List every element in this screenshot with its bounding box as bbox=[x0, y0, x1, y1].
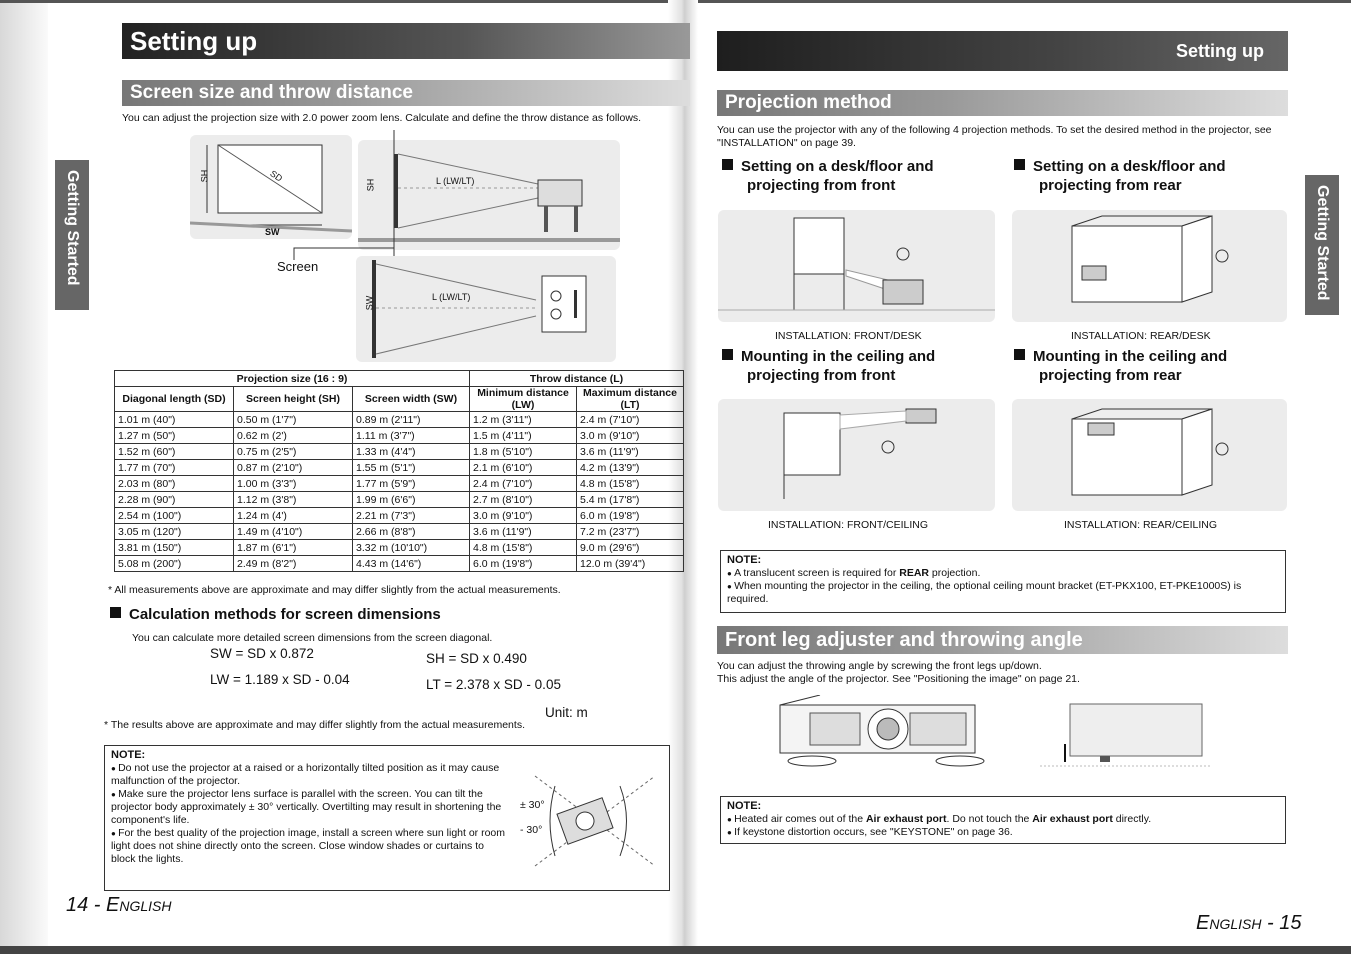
right-page-number: - 15 bbox=[1261, 912, 1302, 934]
method-title-line: Setting on a desk/floor and bbox=[741, 158, 934, 175]
table-cell: 3.6 m (11'9") bbox=[577, 444, 684, 460]
caption-rear-ceiling: INSTALLATION: REAR/CEILING bbox=[1064, 519, 1218, 531]
calc-intro: You can calculate more detailed screen dimensions from the screen diagonal. bbox=[132, 632, 493, 644]
right-header-bar bbox=[717, 31, 1288, 71]
calc-heading bbox=[110, 605, 441, 624]
table-cell: 2.4 m (7'10") bbox=[470, 476, 577, 492]
col-diagonal: Diagonal length (SD) bbox=[115, 387, 234, 412]
intro-text: You can adjust the projection size with 2.0 power zoom lens. Calculate and define the throw distance as follows. bbox=[122, 112, 642, 124]
table-row bbox=[115, 508, 684, 524]
unit-label: Unit: m bbox=[545, 705, 588, 720]
table-cell: 2.28 m (90") bbox=[115, 492, 234, 508]
caption-front-ceiling: INSTALLATION: FRONT/CEILING bbox=[768, 519, 929, 531]
table-cell: 1.33 m (4'4") bbox=[353, 444, 470, 460]
label-sw: SW bbox=[265, 227, 280, 237]
table-cell: 1.87 m (6'1") bbox=[234, 540, 353, 556]
left-page-footer bbox=[66, 894, 172, 917]
top-label-l: L (LW/LT) bbox=[432, 292, 471, 302]
note-item: ● A translucent screen is required for REAR projection. bbox=[727, 567, 1279, 580]
screen-diagram-figure bbox=[190, 135, 352, 239]
section-title-front-leg bbox=[717, 626, 1288, 654]
bullet-square-icon bbox=[110, 607, 121, 618]
table-cell: 2.66 m (8'8") bbox=[353, 524, 470, 540]
table-cell: 1.49 m (4'10") bbox=[234, 524, 353, 540]
table-cell: 6.0 m (19'8") bbox=[470, 556, 577, 572]
front-leg-intro-1: You can adjust the throwing angle by screwing the front legs up/down. bbox=[717, 660, 1042, 672]
formula-lt: LT = 2.378 x SD - 0.05 bbox=[426, 677, 561, 692]
method-title-line: Mounting in the ceiling and bbox=[741, 348, 936, 365]
table-cell: 1.00 m (3'3") bbox=[234, 476, 353, 492]
projection-size-table bbox=[114, 370, 684, 572]
table-cell: 4.8 m (15'8") bbox=[470, 540, 577, 556]
table-cell: 7.2 m (23'7") bbox=[577, 524, 684, 540]
table-cell: 5.4 m (17'8") bbox=[577, 492, 684, 508]
table-cell: 9.0 m (29'6") bbox=[577, 540, 684, 556]
tilt-minus-label: - 30° bbox=[520, 824, 543, 836]
left-header-bar bbox=[122, 23, 690, 59]
note-title: NOTE: bbox=[111, 749, 146, 761]
table-cell: 4.43 m (14'6") bbox=[353, 556, 470, 572]
rear-desk-illustration bbox=[1012, 210, 1287, 322]
table-cell: 1.2 m (3'11") bbox=[470, 412, 577, 428]
front-desk-svg bbox=[718, 210, 995, 322]
left-side-tab[interactable] bbox=[55, 160, 89, 310]
table-cell: 2.21 m (7'3") bbox=[353, 508, 470, 524]
note-item: ● For the best quality of the projection image, install a screen where sun light or room light does not shine directly onto the screen. Close window shades or curtains to block the lights. bbox=[111, 827, 511, 866]
left-page-number: 14 - bbox=[66, 894, 107, 916]
table-group-projection: Projection size (16 : 9) bbox=[115, 371, 470, 387]
table-row bbox=[115, 492, 684, 508]
left-footer-lang: English bbox=[106, 894, 172, 916]
table-cell: 3.32 m (10'10") bbox=[353, 540, 470, 556]
projection-intro: You can use the projector with any of the following 4 projection methods. To set the desired method in the projector, see "INSTALLATION" on page 39. bbox=[717, 124, 1272, 149]
table-cell: 3.0 m (9'10") bbox=[577, 428, 684, 444]
section-title-text: Front leg adjuster and throwing angle bbox=[725, 629, 1083, 651]
method-title-line: projecting from front bbox=[747, 177, 896, 194]
right-note-box-2 bbox=[720, 796, 1286, 844]
table-cell: 0.89 m (2'11") bbox=[353, 412, 470, 428]
table-cell: 3.81 m (150") bbox=[115, 540, 234, 556]
table-cell: 1.11 m (3'7") bbox=[353, 428, 470, 444]
table-cell: 2.1 m (6'10") bbox=[470, 460, 577, 476]
table-cell: 1.8 m (5'10") bbox=[470, 444, 577, 460]
tilt-plus-label: ± 30° bbox=[520, 799, 545, 811]
projector-side-illustration bbox=[1040, 698, 1210, 772]
method-title-line: Setting on a desk/floor and bbox=[1033, 158, 1226, 175]
table-cell: 3.6 m (11'9") bbox=[470, 524, 577, 540]
tilt-diagram-icon bbox=[515, 766, 665, 876]
right-footer-lang: English bbox=[1196, 912, 1262, 934]
page-left-edge-shadow bbox=[0, 0, 48, 954]
front-ceiling-illustration bbox=[718, 399, 995, 511]
table-cell: 1.77 m (70") bbox=[115, 460, 234, 476]
method-title-line: projecting from front bbox=[747, 367, 896, 384]
left-header-title: Setting up bbox=[130, 26, 258, 56]
table-cell: 0.87 m (2'10") bbox=[234, 460, 353, 476]
note-title: NOTE: bbox=[727, 554, 762, 566]
top-view-svg bbox=[356, 256, 616, 362]
table-cell: 1.52 m (60") bbox=[115, 444, 234, 460]
table-cell: 1.55 m (5'1") bbox=[353, 460, 470, 476]
method-heading bbox=[722, 157, 934, 195]
front-ceiling-svg bbox=[718, 399, 995, 511]
table-cell: 3.05 m (120") bbox=[115, 524, 234, 540]
table-cell: 1.77 m (5'9") bbox=[353, 476, 470, 492]
table-cell: 2.49 m (8'2") bbox=[234, 556, 353, 572]
table-row bbox=[115, 412, 684, 428]
right-header-title: Setting up bbox=[1176, 41, 1264, 61]
right-side-tab[interactable] bbox=[1305, 175, 1339, 315]
note-item: ● When mounting the projector in the ceiling, the optional ceiling mount bracket (ET-PKX100, ET-PKE1000S) is required. bbox=[727, 580, 1279, 606]
caption-front-desk: INSTALLATION: FRONT/DESK bbox=[775, 330, 922, 342]
table-row bbox=[115, 476, 684, 492]
projector-front-svg bbox=[770, 695, 990, 775]
side-view-svg bbox=[358, 140, 620, 250]
table-cell: 4.8 m (15'8") bbox=[577, 476, 684, 492]
table-cell: 4.2 m (13'9") bbox=[577, 460, 684, 476]
method-title-line: projecting from rear bbox=[1039, 177, 1182, 194]
side-view-figure bbox=[358, 140, 620, 250]
table-cell: 1.27 m (50") bbox=[115, 428, 234, 444]
left-note-box bbox=[104, 745, 670, 891]
table-cell: 12.0 m (39'4") bbox=[577, 556, 684, 572]
section-title-screen-size bbox=[122, 80, 690, 106]
projector-front-illustration bbox=[770, 695, 990, 775]
table-cell: 0.75 m (2'5") bbox=[234, 444, 353, 460]
top-label-sw: SW bbox=[364, 295, 375, 311]
table-cell: 1.12 m (3'8") bbox=[234, 492, 353, 508]
calc-heading-text: Calculation methods for screen dimensions bbox=[129, 606, 441, 623]
side-label-l: L (LW/LT) bbox=[436, 176, 475, 186]
method-heading bbox=[722, 347, 935, 385]
projector-side-svg bbox=[1040, 698, 1210, 772]
left-side-tab-label: Getting Started bbox=[64, 170, 81, 286]
front-leg-intro-2: This adjust the angle of the projector. See "Positioning the image" on page 21. bbox=[717, 673, 1080, 685]
table-row bbox=[115, 524, 684, 540]
bullet-square-icon bbox=[722, 349, 733, 360]
formula-lw: LW = 1.189 x SD - 0.04 bbox=[210, 672, 350, 687]
screen-label: Screen bbox=[277, 259, 319, 274]
rear-ceiling-svg bbox=[1012, 399, 1287, 511]
table-row bbox=[115, 540, 684, 556]
table-cell: 2.4 m (7'10") bbox=[577, 412, 684, 428]
col-max-distance: Maximum distance (LT) bbox=[577, 387, 684, 412]
table-cell: 5.08 m (200") bbox=[115, 556, 234, 572]
table-cell: 0.62 m (2') bbox=[234, 428, 353, 444]
bullet-square-icon bbox=[1014, 159, 1025, 170]
col-screen-width: Screen width (SW) bbox=[353, 387, 470, 412]
table-group-throw: Throw distance (L) bbox=[470, 371, 684, 387]
table-row bbox=[115, 428, 684, 444]
screen-diagram-svg bbox=[190, 135, 352, 239]
note-item: ● Do not use the projector at a raised or a horizontally tilted position as it may cause malfunction of the projector. bbox=[111, 762, 511, 788]
right-page-footer bbox=[1196, 912, 1302, 935]
table-cell: 2.03 m (80") bbox=[115, 476, 234, 492]
bullet-square-icon bbox=[722, 159, 733, 170]
rear-ceiling-illustration bbox=[1012, 399, 1287, 511]
table-footnote: * All measurements above are approximate and may differ slightly from the actual measurements. bbox=[108, 584, 561, 596]
note-item: ● Make sure the projector lens surface is parallel with the screen. You can tilt the projector body approximately ± 30° vertically. Overtilting may result in shortening the component's life. bbox=[111, 788, 511, 827]
section-title-projection-method bbox=[717, 90, 1288, 116]
section-title-text: Projection method bbox=[725, 92, 892, 113]
table-cell: 1.01 m (40") bbox=[115, 412, 234, 428]
section-title-text: Screen size and throw distance bbox=[130, 82, 413, 103]
table-row bbox=[115, 460, 684, 476]
formula-sw: SW = SD x 0.872 bbox=[210, 646, 314, 661]
table-cell: 6.0 m (19'8") bbox=[577, 508, 684, 524]
label-sh: SH bbox=[199, 169, 210, 183]
bullet-square-icon bbox=[1014, 349, 1025, 360]
side-label-sh: SH bbox=[365, 178, 376, 192]
right-note-box-1 bbox=[720, 550, 1286, 613]
table-cell: 3.0 m (9'10") bbox=[470, 508, 577, 524]
rear-desk-svg bbox=[1012, 210, 1287, 322]
method-title-line: Mounting in the ceiling and bbox=[1033, 348, 1228, 365]
table-cell: 1.24 m (4') bbox=[234, 508, 353, 524]
table-row bbox=[115, 444, 684, 460]
note-title: NOTE: bbox=[727, 800, 762, 812]
calc-footnote: * The results above are approximate and may differ slightly from the actual measurements. bbox=[104, 719, 525, 731]
note-item: ● Heated air comes out of the Air exhaust port. Do not touch the Air exhaust port directly. bbox=[727, 813, 1279, 826]
method-title-line: projecting from rear bbox=[1039, 367, 1182, 384]
label-sd: SD bbox=[268, 168, 285, 184]
bottom-edge bbox=[0, 946, 1351, 954]
table-cell: 0.50 m (1'7") bbox=[234, 412, 353, 428]
table-cell: 2.7 m (8'10") bbox=[470, 492, 577, 508]
table-cell: 1.99 m (6'6") bbox=[353, 492, 470, 508]
formula-sh: SH = SD x 0.490 bbox=[426, 651, 527, 666]
front-desk-illustration bbox=[718, 210, 995, 322]
right-side-tab-label: Getting Started bbox=[1314, 185, 1331, 301]
method-heading bbox=[1014, 347, 1227, 385]
top-view-figure bbox=[356, 256, 616, 362]
table-cell: 1.5 m (4'11") bbox=[470, 428, 577, 444]
col-screen-height: Screen height (SH) bbox=[234, 387, 353, 412]
caption-rear-desk: INSTALLATION: REAR/DESK bbox=[1071, 330, 1211, 342]
table-cell: 2.54 m (100") bbox=[115, 508, 234, 524]
divider-line bbox=[392, 130, 396, 260]
note-item: ● If keystone distortion occurs, see "KEYSTONE" on page 36. bbox=[727, 826, 1279, 839]
col-min-distance: Minimum distance (LW) bbox=[470, 387, 577, 412]
method-heading bbox=[1014, 157, 1226, 195]
table-row bbox=[115, 556, 684, 572]
